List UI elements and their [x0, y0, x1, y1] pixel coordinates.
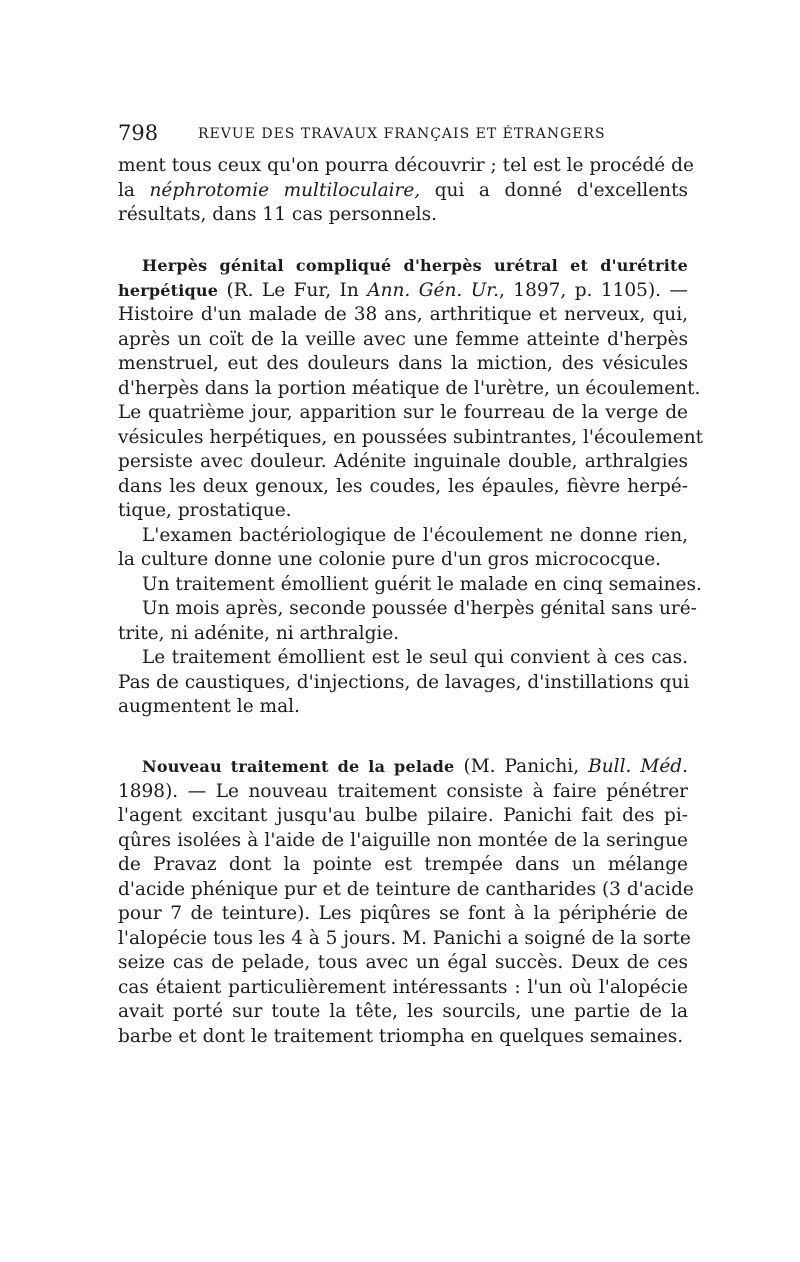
article-herpes — [118, 254, 704, 720]
text-line: trite, ni adénite, ni arthralgie. — [118, 622, 400, 644]
text-line: Le traitement émollient est le seul qui convient à ces cas. — [142, 647, 688, 668]
article-heading: Herpès génital compliqué d'herpès urétral et d'urétrite — [142, 256, 688, 275]
text-line: ment tous ceux qu'on pourra découvrir ; tel est le procédé de — [118, 155, 694, 176]
journal-title: Bull. Méd. — [588, 756, 689, 777]
text-line: qûres isolées à l'aide de l'aiguille non montée de la seringue — [118, 829, 688, 851]
text-line: après un coït de la veille avec une femme atteinte d'herpès — [118, 328, 688, 350]
text-line: dans les deux genoux, les coudes, les épaules, fièvre herpé- — [118, 475, 688, 497]
text-line: la néphrotomie multiloculaire, qui a donné d'excellents — [118, 179, 688, 201]
text-line: l'alopécie tous les 4 à 5 jours. M. Panichi a soigné de la sorte — [118, 927, 691, 949]
text-line: Histoire d'un malade de 38 ans, arthritique et nerveux, qui, — [118, 304, 688, 325]
article-herpes-paragraph-1 — [118, 254, 704, 524]
text-line: de Pravaz dont la pointe est trempée dans un mélange — [118, 854, 688, 875]
text-line: persiste avec douleur. Adénite inguinale double, arthralgies — [118, 451, 688, 472]
text-line: barbe et dont le traitement triompha en quelques semaines. — [118, 1025, 684, 1047]
page-number: 798 — [118, 121, 159, 145]
article-pelade — [118, 755, 694, 1049]
text-line: d'acide phénique pur et de teinture de cantharides (3 d'acide — [118, 878, 694, 900]
text-line: seize cas de pelade, tous avec un égal succès. Deux de ces — [118, 952, 688, 973]
text-line: la culture donne une colonie pure d'un gros micrococque. — [118, 549, 662, 570]
text-line: menstruel, eut des douleurs dans la miction, des vésicules — [118, 353, 688, 374]
intro-paragraph — [118, 154, 694, 228]
text-line: herpétique (R. Le Fur, In Ann. Gén. Ur., 1897, p. 1105). — — [118, 279, 688, 301]
journal-title: Ann. Gén. Ur. — [367, 279, 499, 301]
article-herpes-paragraph-5 — [118, 646, 688, 720]
text-line: résultats, dans 11 cas personnels. — [118, 204, 437, 225]
article-heading: herpétique — [118, 280, 219, 300]
text-line: tique, prostatique. — [118, 500, 292, 521]
text-line: avait porté sur toute la tête, les sourcils, une partie de la — [118, 1001, 688, 1022]
text-line: augmentent le mal. — [118, 696, 300, 717]
text-line: l'agent excitant jusqu'au bulbe pilaire. Panichi fait des pi- — [118, 805, 688, 826]
text-line: cas étaient particulièrement intéressants : l'un où l'alopécie — [118, 976, 688, 998]
article-herpes-paragraph-3 — [118, 573, 702, 598]
running-title: REVUE DES TRAVAUX FRANÇAIS ET ÉTRANGERS — [198, 126, 606, 142]
text-line: pour 7 de teinture). Les piqûres se font à la périphérie de — [118, 903, 688, 924]
text-line: Pas de caustiques, d'injections, de lavages, d'instillations qui — [118, 671, 690, 693]
article-pelade-paragraph — [118, 755, 694, 1049]
text-line: vésicules herpétiques, en poussées subintrantes, l'écoulement — [118, 426, 704, 448]
text-line: L'examen bactériologique de l'écoulement ne donne rien, — [142, 524, 688, 546]
article-heading: Nouveau traitement de la pelade — [142, 757, 455, 776]
text-line: Nouveau traitement de la pelade (M. Panichi, Bull. Méd. — [142, 756, 689, 777]
text-line: d'herpès dans la portion méatique de l'urètre, un écoulement. — [118, 377, 701, 399]
text-line: Un mois après, seconde poussée d'herpès génital sans uré- — [142, 598, 697, 619]
article-herpes-paragraph-2 — [118, 524, 688, 573]
article-herpes-paragraph-4 — [118, 597, 697, 646]
text-line: 1898). — Le nouveau traitement consiste à faire pénétrer — [118, 780, 688, 802]
text-line: Le quatrième jour, apparition sur le fourreau de la verge de — [118, 402, 688, 423]
emphasis-text: néphrotomie multiloculaire, — [149, 179, 421, 201]
text-line: Un traitement émollient guérit le malade en cinq semaines. — [142, 573, 702, 595]
page-header — [118, 118, 688, 148]
